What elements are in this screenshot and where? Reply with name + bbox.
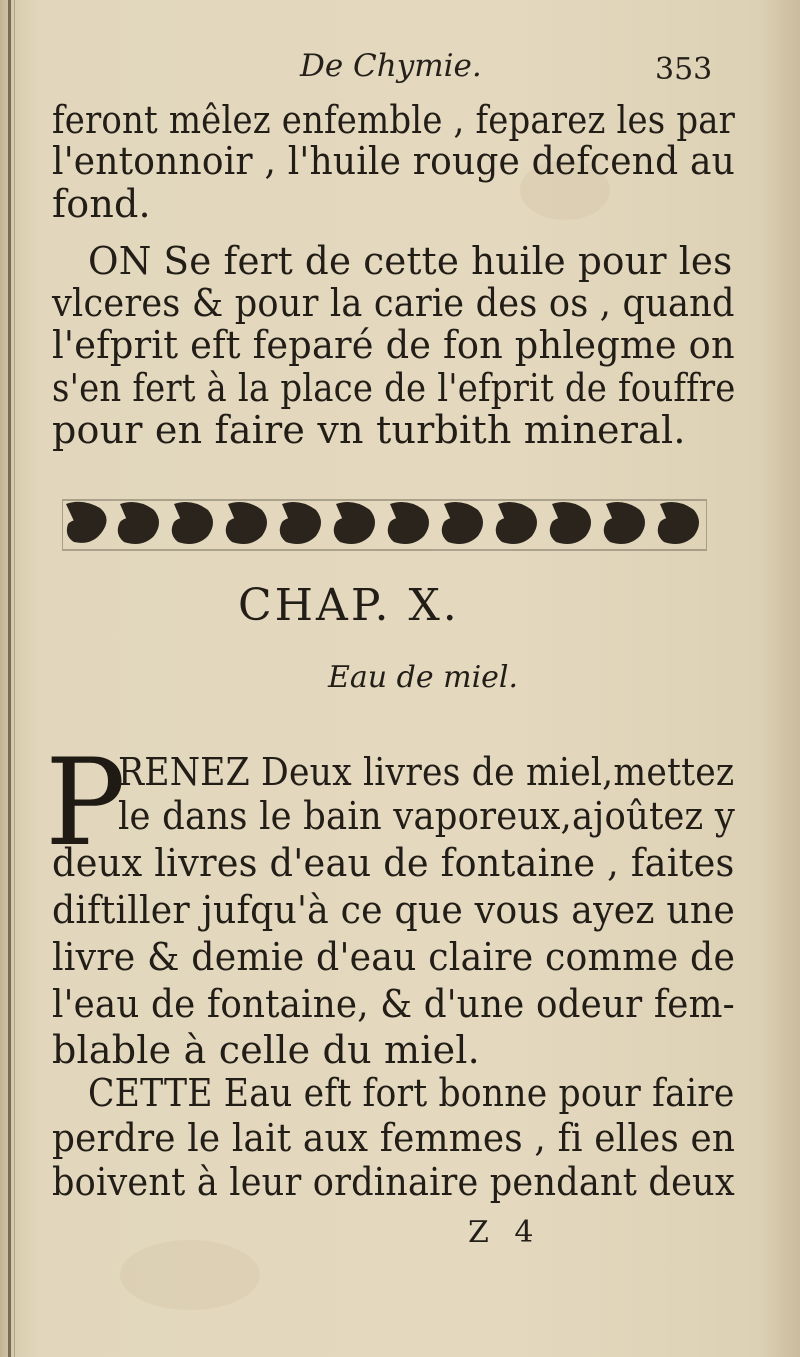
text-line: CETTE Eau eft fort bonne pour faire [88, 1071, 735, 1115]
chapter-heading: CHAP. X. [238, 580, 460, 631]
text-line: livre & demie d'eau claire comme de [52, 935, 736, 979]
text-line: l'entonnoir , l'huile rouge defcend au [52, 139, 735, 183]
text-line: deux livres d'eau de fontaine , faites [52, 841, 735, 885]
drop-cap-initial: P [45, 734, 126, 873]
binding-gutter [8, 0, 11, 1357]
text-line: fond. [52, 182, 151, 226]
text-line: l'efprit eft feparé de fon phlegme on [52, 323, 735, 367]
signature-mark: Z 4 [468, 1215, 542, 1250]
section-title: Eau de miel. [328, 660, 519, 695]
running-header-title: De Chymie. [300, 48, 482, 84]
printers-ornament-band [62, 496, 707, 554]
page-number: 353 [655, 52, 713, 87]
text-line: feront mêlez enfemble , feparez les par [52, 98, 736, 142]
text-line: diftiller jufqu'à ce que vous ayez une [52, 888, 735, 932]
text-line: pour en faire vn turbith mineral. [52, 408, 686, 452]
text-line: boivent à leur ordinaire pendant deux [52, 1160, 735, 1204]
text-line: le dans le bain vaporeux,ajoûtez y [118, 794, 736, 838]
text-line: ON Se fert de cette huile pour les [88, 239, 733, 283]
text-line: vlceres & pour la carie des os , quand [52, 281, 735, 325]
paper-stain [120, 1240, 260, 1310]
text-line: s'en fert à la place de l'efprit de fouffre [52, 366, 736, 410]
binding-gutter-shadow [14, 0, 15, 1357]
text-line: blable à celle du miel. [52, 1028, 480, 1072]
text-line: RENEZ Deux livres de miel,mettez [118, 750, 735, 794]
text-line: perdre le lait aux femmes , fi elles en [52, 1116, 736, 1160]
text-line: l'eau de fontaine, & d'une odeur fem- [52, 982, 735, 1026]
